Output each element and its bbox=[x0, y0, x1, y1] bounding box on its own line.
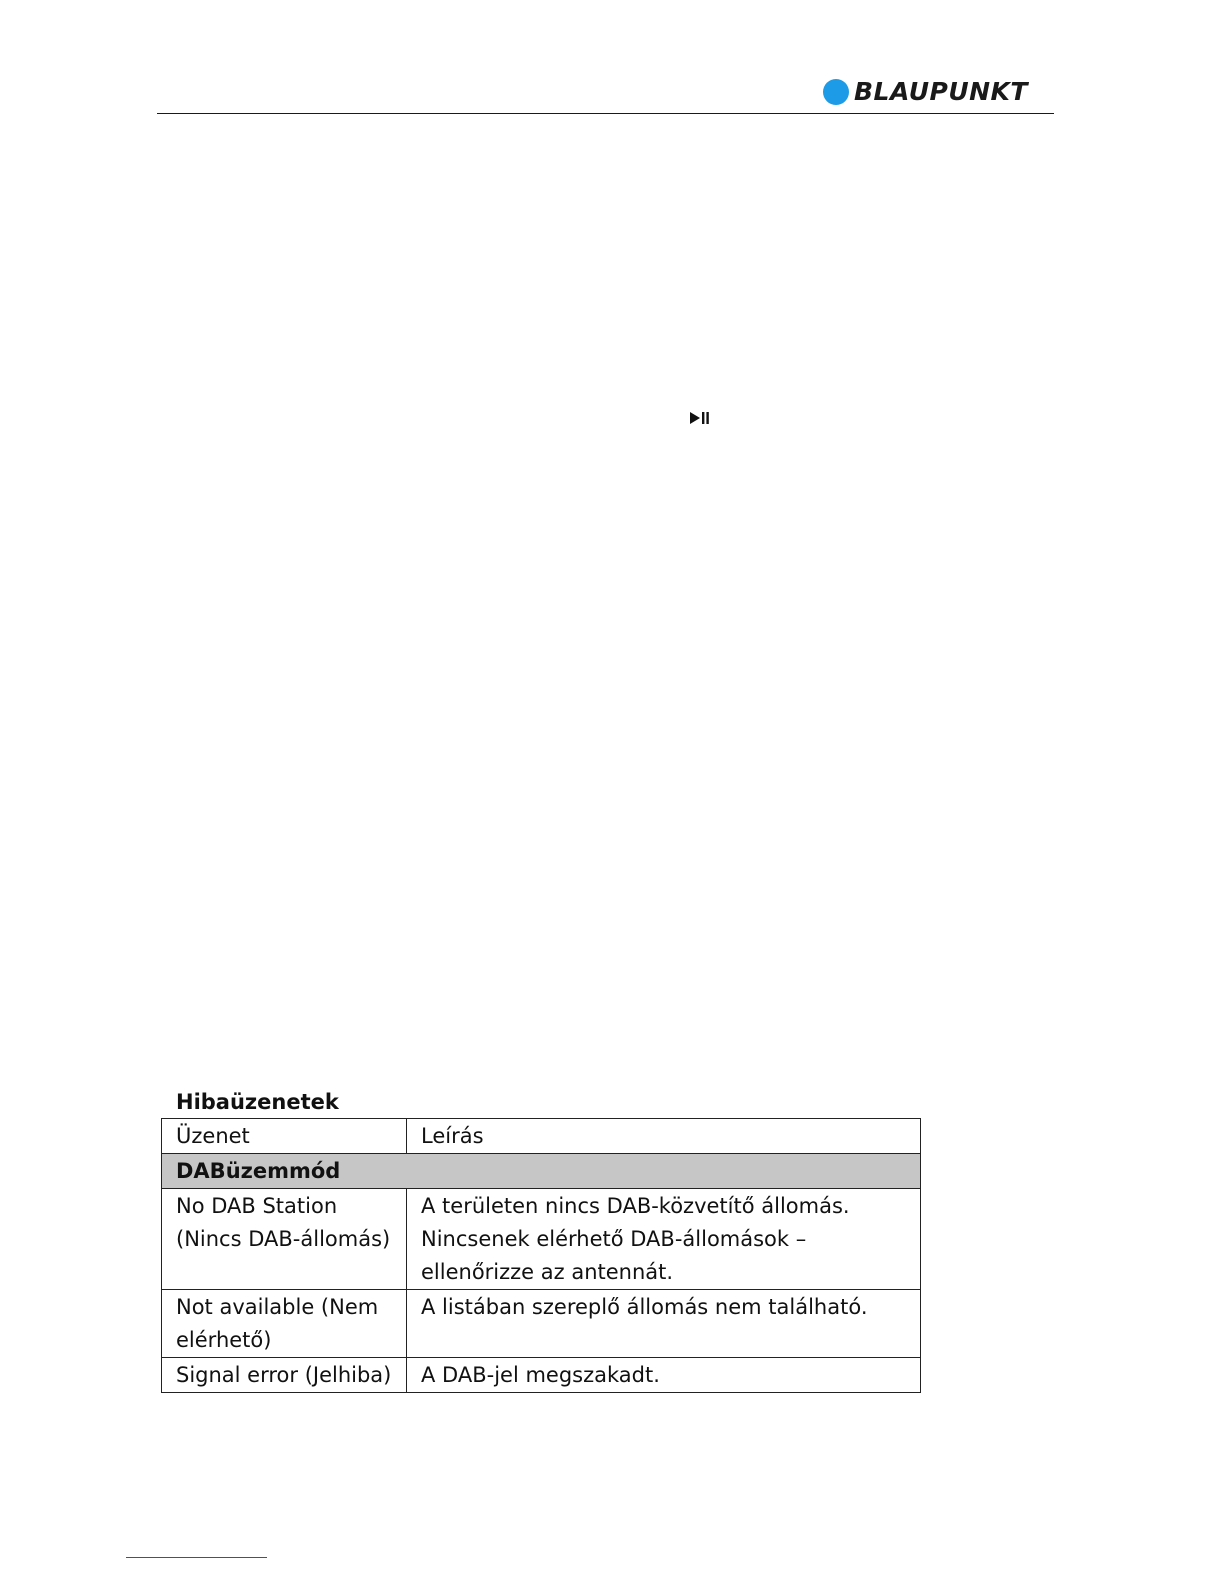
header-cell-message: Üzenet bbox=[162, 1119, 407, 1154]
message-cell: Not available (Nem elérhető) bbox=[162, 1290, 407, 1358]
message-cell: No DAB Station (Nincs DAB-állomás) bbox=[162, 1189, 407, 1290]
error-messages-table bbox=[161, 1118, 921, 1393]
description-cell: A DAB-jel megszakadt. bbox=[407, 1358, 921, 1393]
group-row bbox=[162, 1154, 921, 1189]
table-header-row bbox=[162, 1119, 921, 1154]
group-title: DABüzemmód bbox=[162, 1154, 921, 1189]
play-pause-icon bbox=[690, 411, 710, 425]
blaupunkt-logo bbox=[823, 78, 1028, 106]
table-row bbox=[162, 1358, 921, 1393]
description-cell: A listában szereplő állomás nem található. bbox=[407, 1290, 921, 1358]
logo-text: BLAUPUNKT bbox=[854, 77, 1028, 106]
table-row bbox=[162, 1290, 921, 1358]
header-cell-description: Leírás bbox=[407, 1119, 921, 1154]
blue-dot-icon bbox=[823, 79, 849, 105]
description-cell: A területen nincs DAB-közvetítő állomás. Nincsenek elérhető DAB-állomások – ellenőrizze az antennát. bbox=[407, 1189, 921, 1290]
message-cell: Signal error (Jelhiba) bbox=[162, 1358, 407, 1393]
footer-link-underline bbox=[126, 1557, 267, 1558]
section-title: Hibaüzenetek bbox=[176, 1090, 339, 1114]
header-rule bbox=[157, 113, 1054, 114]
table-row bbox=[162, 1189, 921, 1290]
